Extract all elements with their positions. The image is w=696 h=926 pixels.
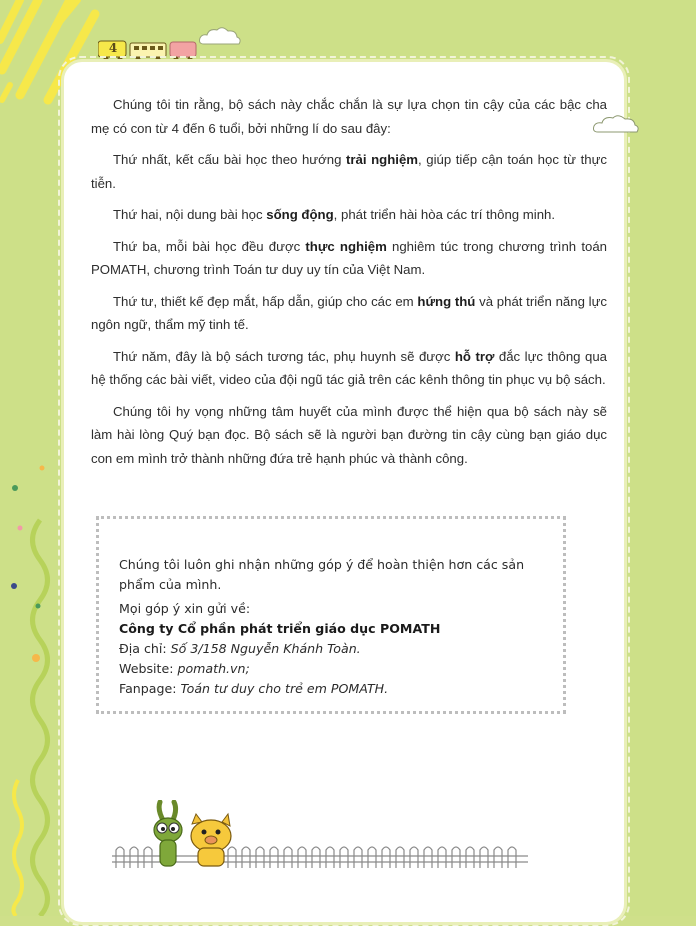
paragraph-intro: Chúng tôi tin rằng, bộ sách này chắc chắn là sự lựa chọn tin cậy của các bậc cha mẹ có con từ 4 đến 6 tuổi, bởi những lí do sau đây: [91,97,607,136]
rabbit-mascot-icon [154,802,182,866]
paragraph-fourth: Thứ tư, thiết kế đẹp mắt, hấp dẫn, giúp cho các em hứng thú và phát triển năng lực ngôn ngữ, thẩm mỹ tinh tế. [91,293,607,332]
paragraph-third: Thứ ba, mỗi bài học đều được thực nghiệm nghiêm túc trong chương trình toán POMATH, chương trình Toán tư duy uy tín của Việt Nam. [91,238,608,277]
contact-box [96,516,566,714]
mascots-illustration [148,800,236,870]
paragraph-first: Thứ nhất, kết cấu bài học theo hướng trải nghiệm, giúp tiếp cận toán học từ thực tiễn. [91,152,607,191]
contact-note: Chúng tôi luôn ghi nhận những góp ý để hoàn thiện hơn các sản phẩm của mình. [119,557,525,592]
contact-fanpage: Fanpage: Toán tư duy cho trẻ em POMATH. [119,681,389,696]
paragraph-second: Thứ hai, nội dung bài học sống động, phát triển hài hòa các trí thông minh. [113,207,556,222]
contact-address: Địa chỉ: Số 3/158 Nguyễn Khánh Toàn. [119,641,361,656]
pig-mascot-icon [191,814,231,866]
paragraph-closing: Chúng tôi hy vọng những tâm huyết của mình được thể hiện qua bộ sách này sẽ làm hài lòng Quý bạn đọc. Bộ sách sẽ là người bạn đường tin cậy cùng bạn giáo dục con em mình trở thành những đứa trẻ hạnh phúc và thành công. [91,403,607,466]
page-number: 4 [108,41,118,55]
company-name: Công ty Cổ phần phát triển giáo dục POMATH [119,621,441,636]
wavy-line-decoration [0,460,60,916]
contact-send-to: Mọi góp ý xin gửi về: [119,601,251,616]
paragraph-fifth: Thứ năm, đây là bộ sách tương tác, phụ huynh sẽ được hỗ trợ đắc lực thông qua hệ thống các bài viết, video của đội ngũ tác giả trên các kênh thông tin phục vụ bộ sách. [91,348,607,387]
contact-content [119,555,549,699]
contact-website: Website: pomath.vn; [119,661,250,676]
intro-text [91,93,607,478]
cloud-icon [198,26,242,48]
